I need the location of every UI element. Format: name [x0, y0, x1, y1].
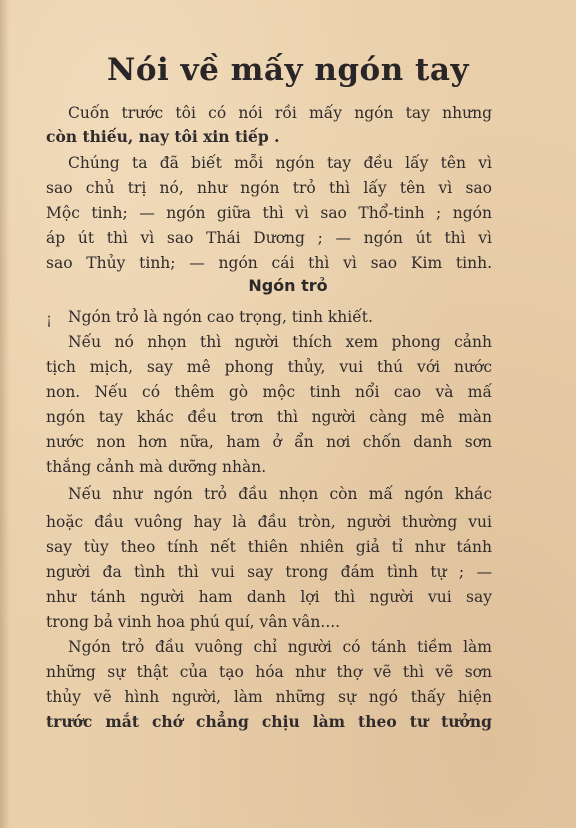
- text-line: ngón tay khác đều trơn thì người càng mê màn: [46, 408, 492, 426]
- text-line: Chúng ta đã biết mỗi ngón tay đều lấy tên vì: [68, 154, 492, 172]
- text-line: thủy vẽ hình người, làm những sự ngó thấy hiện: [46, 688, 492, 706]
- text-line: áp út thì vì sao Thái Dương ; — ngón út thì vì: [46, 229, 492, 247]
- text-line: say tùy theo tính nết thiên nhiên giả tỉ như tánh: [46, 538, 492, 556]
- text-line: Mộc tinh; — ngón giữa thì vì sao Thổ-tinh ; ngón: [46, 204, 492, 222]
- text-line: trước mắt chớ chẳng chịu làm theo tư tưởng: [46, 712, 492, 731]
- text-line: thắng cảnh mà dưỡng nhàn.: [46, 458, 267, 476]
- text-line: tịch mịch, say mê phong thủy, vui thú với nước: [46, 358, 492, 376]
- text-line: Nếu nó nhọn thì người thích xem phong cảnh: [68, 333, 492, 351]
- text-line: trong bả vinh hoa phú quí, vân vân....: [46, 613, 341, 631]
- text-line: sao chủ trị nó, như ngón trỏ thì lấy tên vì sao: [46, 179, 492, 197]
- page-title: Nói về mấy ngón tay: [107, 52, 469, 88]
- text-line: nước non hơn nữa, ham ở ẩn nơi chốn danh sơn: [46, 433, 492, 451]
- text-line: sao Thủy tinh; — ngón cái thì vì sao Kim tinh.: [46, 254, 492, 272]
- text-line: như tánh người ham danh lợi thì người vui say: [46, 588, 492, 606]
- page-edge-shadow: [0, 0, 10, 828]
- text-line: Cuốn trước tôi có nói rồi mấy ngón tay nhưng: [68, 104, 492, 122]
- text-line: người đa tình thì vui say trong đám tình tự ; —: [46, 563, 492, 581]
- text-line: còn thiếu, nay tôi xin tiếp .: [46, 127, 280, 146]
- text-line: Ngón trỏ là ngón cao trọng, tinh khiết.: [68, 308, 373, 326]
- section-heading: Ngón trỏ: [248, 276, 328, 295]
- text-line: non. Nếu có thêm gò mộc tinh nổi cao và mấ: [46, 383, 492, 401]
- text-line: Ngón trỏ đầu vuông chỉ người có tánh tiềm làm: [68, 638, 492, 656]
- text-line: Nếu như ngón trỏ đầu nhọn còn mấ ngón khác: [68, 485, 492, 503]
- margin-mark: ¡: [46, 310, 53, 328]
- text-line: hoặc đầu vuông hay là đầu tròn, người thường vui: [46, 513, 492, 531]
- text-line: những sự thật của tạo hóa như thợ vẽ thì vẽ sơn: [46, 663, 492, 681]
